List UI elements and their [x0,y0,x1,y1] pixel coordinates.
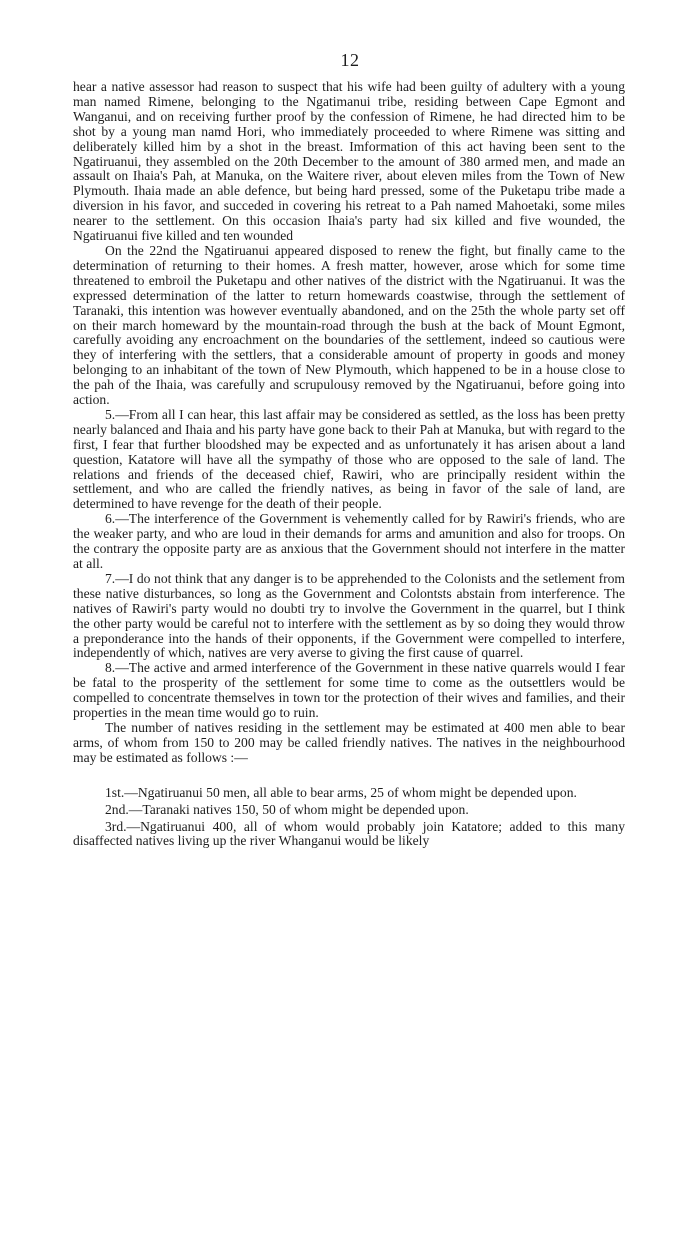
paragraph-native-estimate: The number of natives residing in the settlement may be estimated at 400 men able to bear arms, of whom from 150 to 200 may be called friendly natives. The natives in the neighbourhood may be estimated as follows :— [73,719,625,765]
paragraph-section-6: 6.—The interference of the Government is vehemently called for by Rawiri's friends, who are the weaker party, and who are loud in their demands for arms and amunition and also for troops. On the contrary the opposite party are as anxious that the Government should not interfere in the matter at all. [73,511,625,571]
native-list [73,786,625,850]
list-item: 3rd.—Ngatiruanui 400, all of whom would probably join Katatore; added to this many disaffected natives living up the river Whanganui would be likely [73,818,625,849]
paragraph: On the 22nd the Ngatiruanui appeared disposed to renew the fight, but finally came to the determination of returning to their homes. A fresh matter, however, arose which for some time threatened to embroil the Puketapu and other natives of the district with the Ngatiruanui. It was the expressed determination of the latter to return homewards coastwise, through the settlement of Taranaki, this intention was however eventually abandoned, and on the 25th the whole party set off on their march homeward by the mountain-road through the bush at the back of Mount Egmont, carefully avoiding any encroachment on the boundaries of the settlement, indeed so cautious were they of interfering with the settlers, that a considerable amount of property in goods and money belonging to an inhabitant of the town of New Plymouth, which happened to be in a house close to the pah of the Ihaia, was carefully and scrupulousy removed by the Ngatiruanui, before going into action. [73,242,625,408]
paragraph-section-5: 5.—From all I can hear, this last affair may be considered as settled, as the loss has been pretty nearly balanced and Ihaia and his party have gone back to their Pah at Manuka, but with regard to the first, I fear that further bloodshed may be expected and as unfortunately it has arisen about a land question, Katatore will have all the sympathy of those who are opposed to the sale of land. The relations and friends of the deceased chief, Rawiri, who are principally resident within the settlement, and who are called the friendly natives, as being in favor of the sale of land, are determined to have revenge for the death of their people. [73,406,625,512]
paragraph-continuation: hear a native assessor had reason to suspect that his wife had been guilty of adultery with a young man named Rimene, belonging to the Ngatimanui tribe, residing between Cape Egmont and Wanganui, and on receiving further proof by the confession of Rimene, he had directed him to be shot by a young man namd Hori, who immediately proceeded to where Rimene was sitting and deliberately killed him by a shot in the breast. Imformation of this act having been sent to the Ngatiruanui, they assembled on the 20th December to the amount of 380 armed men, and made an assault on Ihaia's Pah, at Manuka, on the Waitere river, about eleven miles from the Town of New Plymouth. Ihaia made an able defence, but being hard pressed, some of the Puketapu tribe made a diversion in his favor, and succeded in covering his retreat to a Pah named Mahoetaki, some miles nearer to the settlement. On this occasion Ihaia's party had six killed and five wounded, the Ngatiruanui five killed and ten wounded [73,79,625,244]
page-number: 12 [340,50,360,70]
list-item: 1st.—Ngatiruanui 50 men, all able to bear arms, 25 of whom might be depended upon. [105,784,577,800]
document-body [73,80,625,849]
paragraph-section-7: 7.—I do not think that any danger is to be apprehended to the Colonists and the setlement from these native disturbances, so long as the Government and Colontsts abstain from interference. The natives of Rawiri's party would no doubti try to involve the Government in the quarrel, but I think the other party would be careful not to interfere with the settlement as by so doing they would throw a preponderance into the hands of their opponents, if the Government were compelled to interfere, independently of which, natives are very averse to giving the first cause of quarrel. [73,570,625,661]
paragraph-section-8: 8.—The active and armed interference of the Government in these native quarrels would I fear be fatal to the prosperity of the settlement for some time to come as the outsettlers would be compelled to concentrate themselves in town tor the protection of their wives and families, and their properties in the mean time would go to ruin. [73,660,625,721]
list-item: 2nd.—Taranaki natives 150, 50 of whom might be depended upon. [105,801,469,817]
